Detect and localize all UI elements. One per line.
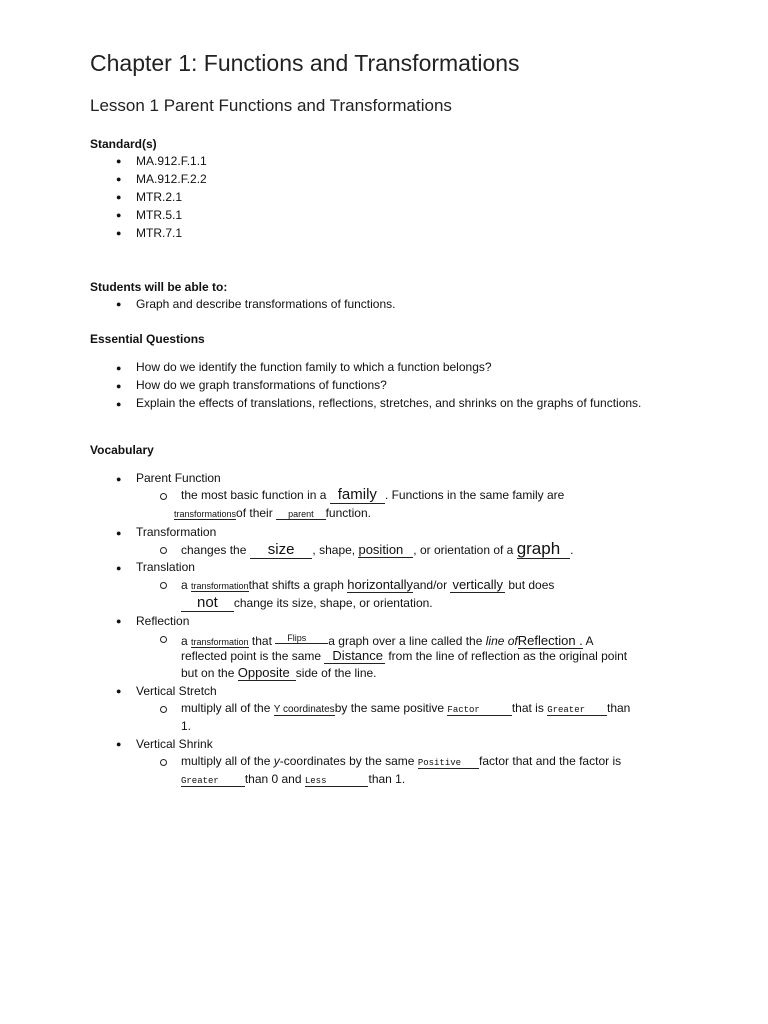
vocab-definition-line: 1. — [181, 719, 192, 733]
objective-item: Graph and describe transformations of functions. — [136, 297, 396, 311]
definition-text: of their — [236, 506, 273, 520]
bullet-icon: ● — [116, 528, 122, 538]
bullet-icon: ● — [116, 399, 122, 409]
definition-text: than — [607, 701, 631, 715]
sub-bullet-icon — [160, 706, 167, 713]
vocab-definition-line — [174, 504, 371, 523]
standard-item: MA.912.F.1.1 — [136, 154, 207, 168]
definition-text: by the same positive — [334, 701, 445, 715]
definition-text: and/or — [413, 578, 448, 592]
bullet-icon: ● — [116, 156, 122, 166]
definition-text: reflected point is the same — [181, 649, 322, 663]
objectives-heading: Students will be able to: — [90, 280, 228, 294]
handwritten-answer: position — [358, 542, 413, 558]
handwritten-answer: not — [181, 594, 234, 612]
definition-text: that — [251, 634, 272, 648]
bullet-icon: ● — [116, 210, 122, 220]
definition-text: side of the line. — [295, 666, 377, 680]
definition-text: a graph over a line called the — [328, 634, 483, 648]
standard-item: MA.912.F.2.2 — [136, 172, 207, 186]
standard-item: MTR.5.1 — [136, 208, 183, 222]
bullet-icon: ● — [116, 228, 122, 238]
standard-item: MTR.7.1 — [136, 226, 183, 240]
sub-bullet-icon — [160, 582, 167, 589]
handwritten-answer: Y coordinates — [273, 704, 335, 715]
handwritten-answer: transformations — [174, 509, 237, 519]
definition-text: line of — [485, 634, 518, 648]
definition-text: a — [181, 634, 188, 648]
vocab-definition-line — [181, 647, 627, 665]
handwritten-answer: transformation — [191, 581, 249, 591]
definition-text: but on the — [181, 666, 235, 680]
definition-text: factor that and the factor is — [479, 754, 622, 768]
vocab-term-transformation: Transformation — [136, 525, 217, 539]
handwritten-answer: horizontally — [347, 577, 414, 592]
handwritten-answer: Flips — [275, 633, 328, 644]
definition-text: y — [273, 754, 280, 768]
definition-text: than 0 and — [244, 772, 302, 786]
handwritten-answer: Greater — [181, 776, 245, 787]
bullet-icon: ● — [116, 686, 122, 696]
definition-text: changes the — [181, 543, 247, 557]
vocab-definition-line — [181, 486, 564, 504]
vocab-term-vertical-shrink: Vertical Shrink — [136, 737, 213, 751]
bullet-icon: ● — [116, 474, 122, 484]
vocab-definition-line — [181, 770, 405, 790]
definition-text: . — [570, 543, 574, 557]
handwritten-answer: size — [250, 541, 313, 559]
vocab-definition-line — [181, 752, 621, 772]
sub-bullet-icon — [160, 493, 167, 500]
essential-questions-heading: Essential Questions — [90, 332, 205, 346]
bullet-icon: ● — [116, 381, 122, 391]
vocab-term-translation: Translation — [136, 560, 195, 574]
handwritten-answer: Factor — [447, 705, 511, 716]
standards-heading: Standard(s) — [90, 137, 157, 151]
definition-text: a — [181, 578, 188, 592]
vocab-definition-line — [181, 664, 377, 682]
bullet-icon: ● — [116, 299, 122, 309]
definition-text: from the line of reflection as the original point — [388, 649, 628, 663]
definition-text: that shifts a graph — [248, 578, 344, 592]
definition-text: multiply all of the — [181, 701, 271, 715]
handwritten-answer: Opposite — [238, 665, 296, 681]
handwritten-answer: parent — [276, 509, 326, 520]
sub-bullet-icon — [160, 759, 167, 766]
bullet-icon: ● — [116, 174, 122, 184]
definition-text: , or orientation of a — [413, 543, 514, 557]
definition-text: multiply all of the — [181, 754, 271, 768]
definition-text: than 1. — [368, 772, 406, 786]
chapter-title: Chapter 1: Functions and Transformations — [90, 50, 520, 76]
definition-text: the most basic function in a — [181, 488, 327, 502]
vocab-definition-line — [181, 699, 630, 719]
handwritten-answer: Less — [305, 776, 369, 787]
vocab-definition-line — [181, 576, 554, 595]
definition-text: change its size, shape, or orientation. — [233, 596, 433, 610]
definition-text: , shape, — [312, 543, 356, 557]
vocab-definition-line — [181, 540, 574, 559]
vocab-term-parent-function: Parent Function — [136, 471, 221, 485]
definition-text: A — [585, 634, 594, 648]
vocabulary-heading: Vocabulary — [90, 443, 154, 457]
handwritten-answer: family — [330, 486, 385, 504]
question-item: How do we graph transformations of functions? — [136, 378, 387, 392]
question-item: Explain the effects of translations, reflections, stretches, and shrinks on the graphs of functions. — [136, 396, 642, 410]
lesson-title: Lesson 1 Parent Functions and Transformations — [90, 96, 452, 115]
bullet-icon: ● — [116, 363, 122, 373]
vocab-definition-line — [181, 594, 433, 612]
handwritten-answer: Reflection . — [517, 633, 583, 648]
definition-text: but does — [508, 578, 555, 592]
definition-text: -coordinates by the same — [279, 754, 415, 768]
handwritten-answer: Positive — [418, 758, 479, 769]
handwritten-answer: graph — [517, 539, 570, 559]
handwritten-answer: transformation — [191, 637, 249, 647]
question-item: How do we identify the function family to which a function belongs? — [136, 360, 492, 374]
handwritten-answer: Distance — [324, 648, 385, 664]
vocab-term-reflection: Reflection — [136, 614, 190, 628]
definition-text: . Functions in the same family are — [384, 488, 565, 502]
sub-bullet-icon — [160, 547, 167, 554]
sub-bullet-icon — [160, 636, 167, 643]
definition-text: function. — [325, 506, 371, 520]
bullet-icon: ● — [116, 616, 122, 626]
bullet-icon: ● — [116, 563, 122, 573]
bullet-icon: ● — [116, 192, 122, 202]
vocab-term-vertical-stretch: Vertical Stretch — [136, 684, 217, 698]
handwritten-answer: Greater — [547, 705, 607, 716]
bullet-icon: ● — [116, 739, 122, 749]
standard-item: MTR.2.1 — [136, 190, 183, 204]
definition-text: that is — [511, 701, 544, 715]
handwritten-answer: vertically — [452, 577, 504, 592]
